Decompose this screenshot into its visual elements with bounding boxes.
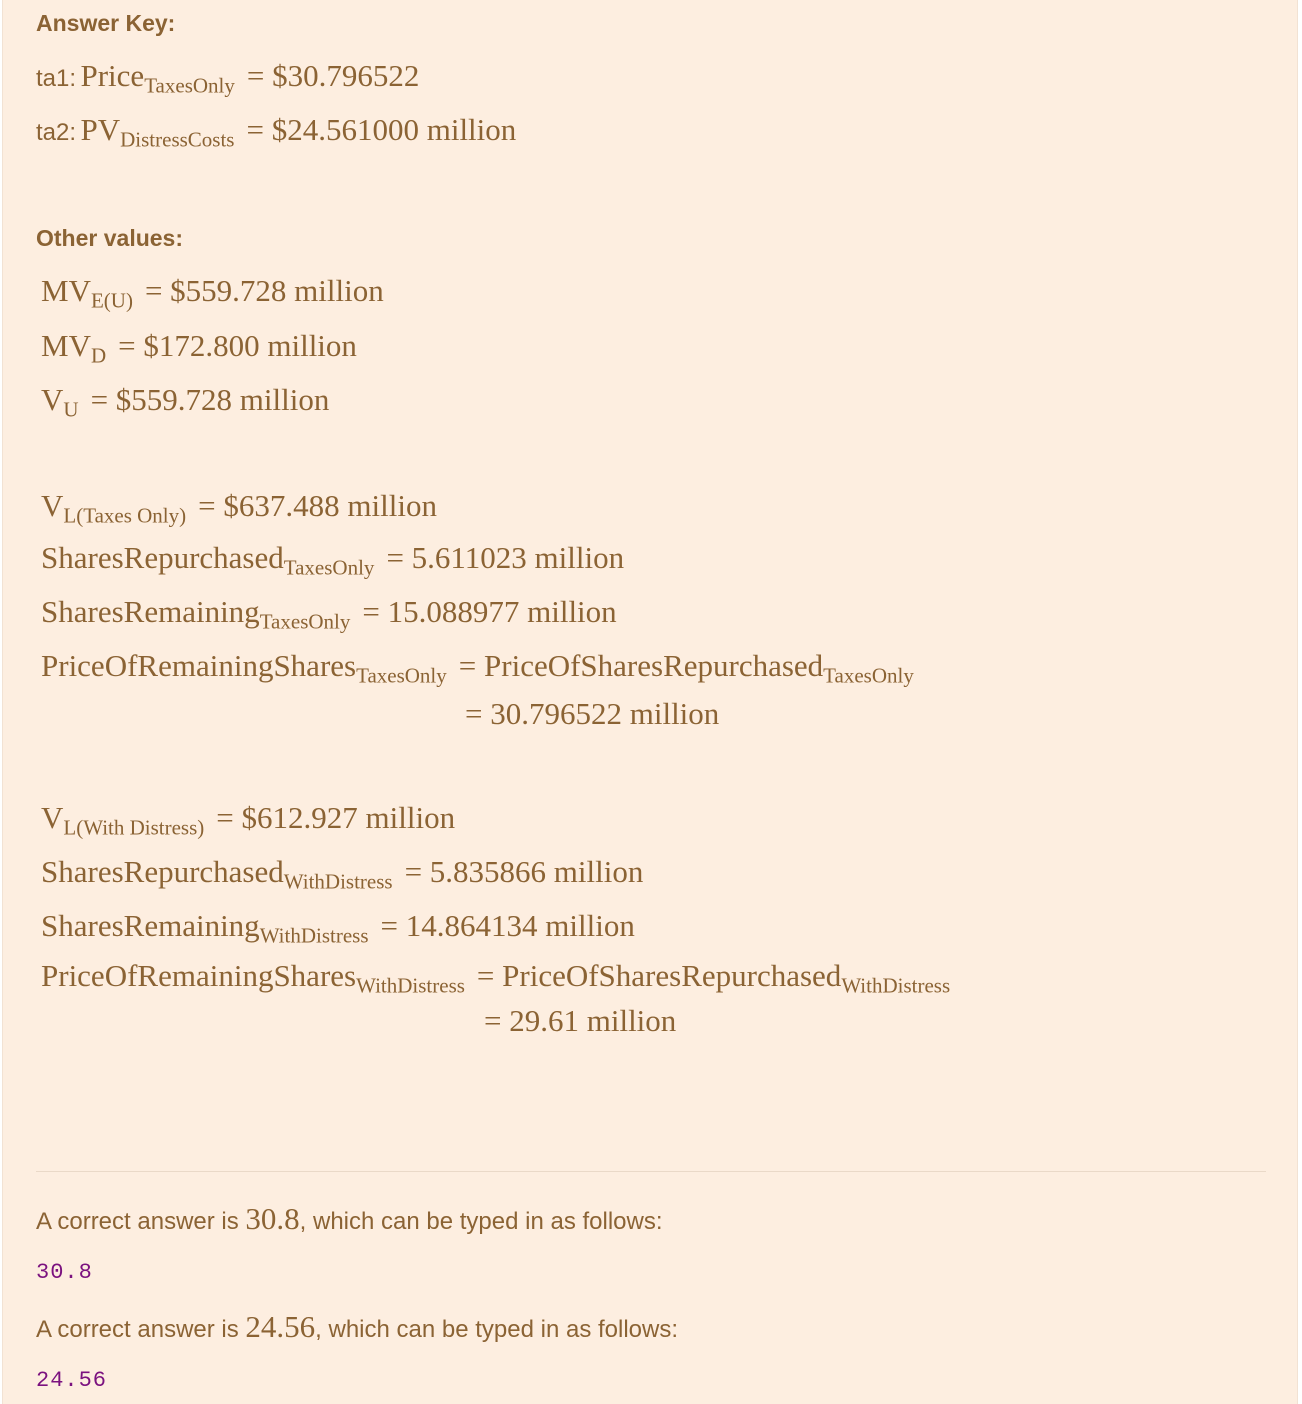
price-taxes-var: PriceOfRemainingShares — [41, 648, 357, 683]
answer-2-pre: A correct answer is — [36, 1316, 239, 1343]
answer-1-code: 30.8 — [36, 1260, 93, 1285]
mve-row — [41, 273, 384, 313]
ta2-value: = $24.561000 million — [246, 112, 517, 147]
price-distress-var: PriceOfRemainingShares — [41, 958, 357, 993]
mvd-var: MV — [41, 328, 91, 363]
answer-1-post: , which can be typed in as follows: — [299, 1208, 663, 1235]
ta1-var: Price — [80, 58, 145, 93]
answer-2-number: 24.56 — [245, 1309, 316, 1344]
rem-taxes-value: = 15.088977 million — [362, 594, 617, 629]
mvd-value: = $172.800 million — [118, 328, 357, 363]
vl-taxes-row — [41, 488, 437, 528]
other-values-heading: Other values: — [36, 225, 183, 251]
answer-2-code: 24.56 — [36, 1368, 108, 1393]
rem-distress-value: = 14.864134 million — [380, 908, 635, 943]
answer-1-text — [36, 1201, 663, 1237]
price-distress-sub: WithDistress — [356, 973, 465, 998]
ta2-sub: DistressCosts — [120, 127, 235, 152]
price-taxes-row — [41, 648, 914, 688]
vl-distress-value: = $612.927 million — [216, 800, 456, 835]
mve-sub: E(U) — [90, 288, 133, 313]
price-distress-row — [41, 958, 951, 998]
answer-1-pre: A correct answer is — [36, 1208, 239, 1235]
vl-distress-sub: L(With Distress) — [63, 815, 205, 840]
mvd-sub: D — [90, 343, 107, 368]
rem-distress-sub: WithDistress — [259, 923, 369, 948]
ta1-label: ta1: — [36, 65, 77, 92]
vl-taxes-value: = $637.488 million — [198, 488, 437, 523]
answer-1-number: 30.8 — [245, 1201, 300, 1236]
price-taxes-eq-sub: TaxesOnly — [823, 663, 914, 688]
answer-panel — [2, 0, 1298, 1404]
price-taxes-sub: TaxesOnly — [356, 663, 447, 688]
ta1-value: = $30.796522 — [246, 58, 420, 93]
ta2-row — [36, 112, 517, 152]
divider — [36, 1171, 1266, 1172]
rep-taxes-value: = 5.611023 million — [386, 540, 625, 575]
rem-taxes-var: SharesRemaining — [41, 594, 260, 629]
rem-taxes-row — [41, 594, 617, 634]
rep-taxes-sub: TaxesOnly — [283, 555, 375, 580]
ta1-row — [36, 58, 420, 98]
rep-distress-value: = 5.835866 million — [404, 854, 644, 889]
mve-value: = $559.728 million — [144, 273, 384, 308]
rep-taxes-row — [41, 540, 625, 580]
vl-taxes-var: V — [41, 488, 64, 523]
price-distress-value: = 29.61 million — [484, 1003, 677, 1038]
rep-distress-sub: WithDistress — [283, 869, 393, 894]
ta2-var: PV — [80, 112, 121, 147]
vl-distress-row — [41, 800, 456, 840]
ta1-sub: TaxesOnly — [144, 73, 235, 98]
vu-value: = $559.728 million — [90, 382, 330, 417]
vu-sub: U — [63, 397, 79, 422]
price-distress-eq-var: = PriceOfSharesRepurchased — [476, 958, 842, 993]
vl-taxes-sub: L(Taxes Only) — [63, 503, 187, 528]
answer-2-post: , which can be typed in as follows: — [315, 1316, 679, 1343]
vl-distress-var: V — [41, 800, 64, 835]
vu-row — [41, 382, 330, 422]
ta2-label: ta2: — [36, 119, 77, 146]
rem-distress-row — [41, 908, 635, 948]
mvd-row — [41, 328, 357, 368]
rem-taxes-sub: TaxesOnly — [259, 609, 351, 634]
vu-var: V — [41, 382, 64, 417]
rep-distress-var: SharesRepurchased — [41, 854, 284, 889]
price-taxes-eq-var: = PriceOfSharesRepurchased — [458, 648, 824, 683]
rep-taxes-var: SharesRepurchased — [41, 540, 284, 575]
mve-var: MV — [41, 273, 91, 308]
answer-2-text — [36, 1309, 678, 1345]
answer-key-heading: Answer Key: — [36, 10, 176, 36]
rem-distress-var: SharesRemaining — [41, 908, 260, 943]
price-taxes-value: = 30.796522 million — [465, 696, 720, 731]
price-distress-eq-sub: WithDistress — [841, 973, 951, 998]
rep-distress-row — [41, 854, 644, 894]
